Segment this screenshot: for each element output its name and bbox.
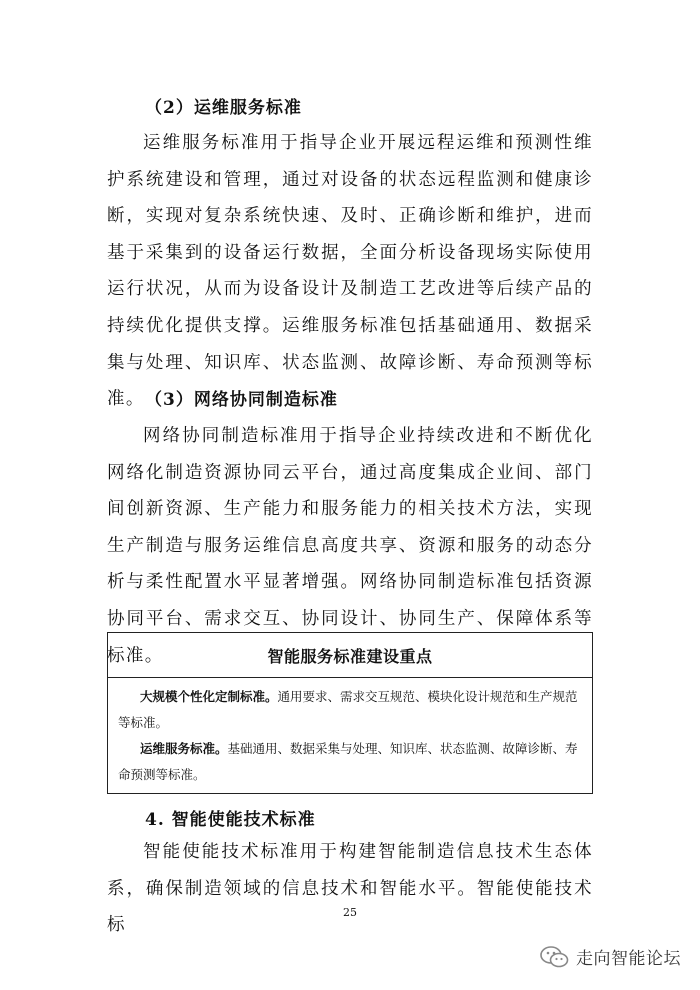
- wechat-icon: [540, 945, 570, 969]
- section-4-paragraph: 智能使能技术标准用于构建智能制造信息技术生态体系，确保制造领域的信息技术和智能水平。智能使能技术标: [107, 842, 593, 936]
- box-title: 智能服务标准建设重点: [108, 633, 592, 678]
- section-3-paragraph: 网络协同制造标准用于指导企业持续改进和不断优化网络化制造资源协同云平台，通过高度集成企业间、部门间创新资源、生产能力和服务能力的相关技术方法，实现生产制造与服务运维信息高度共享、资源和服务的动态分析与柔性配置水平显著增强。网络协同制造标准包括资源协同平台、需求交互、协同设计、协同生产、保障体系等标准。: [107, 426, 593, 666]
- watermark-text: 走向智能论坛: [576, 949, 681, 969]
- watermark: [540, 944, 681, 969]
- box-body: [108, 678, 592, 788]
- box-item-label: 运维服务标准。: [140, 741, 228, 756]
- page-number: 25: [343, 906, 357, 919]
- section-2-heading: （2）运维服务标准: [145, 98, 302, 118]
- box-item-text: 基础通用、数据采集与处理、知识库、状态监测、故障诊断、寿命预测等标准。: [118, 741, 578, 782]
- section-2-paragraph: 运维服务标准用于指导企业开展远程运维和预测性维护系统建设和管理，通过对设备的状态远程监测和健康诊断，实现对复杂系统快速、及时、正确诊断和维护，进而基于采集到的设备运行数据，全面分析设备现场实际使用运行状况，从而为设备设计及制造工艺改进等后续产品的持续优化提供支撑。运维服务标准包括基础通用、数据采集与处理、知识库、状态监测、故障诊断、寿命预测等标准。: [107, 133, 593, 410]
- key-points-box: [107, 632, 593, 794]
- section-3-heading: （3）网络协同制造标准: [145, 390, 338, 410]
- box-item-customization: [118, 684, 582, 736]
- section-4-heading: 4. 智能使能技术标准: [145, 810, 316, 830]
- box-item-label: 大规模个性化定制标准。: [140, 689, 278, 704]
- box-item-operations: [118, 736, 582, 788]
- box-item-text: 通用要求、需求交互规范、模块化设计规范和生产规范等标准。: [118, 689, 578, 730]
